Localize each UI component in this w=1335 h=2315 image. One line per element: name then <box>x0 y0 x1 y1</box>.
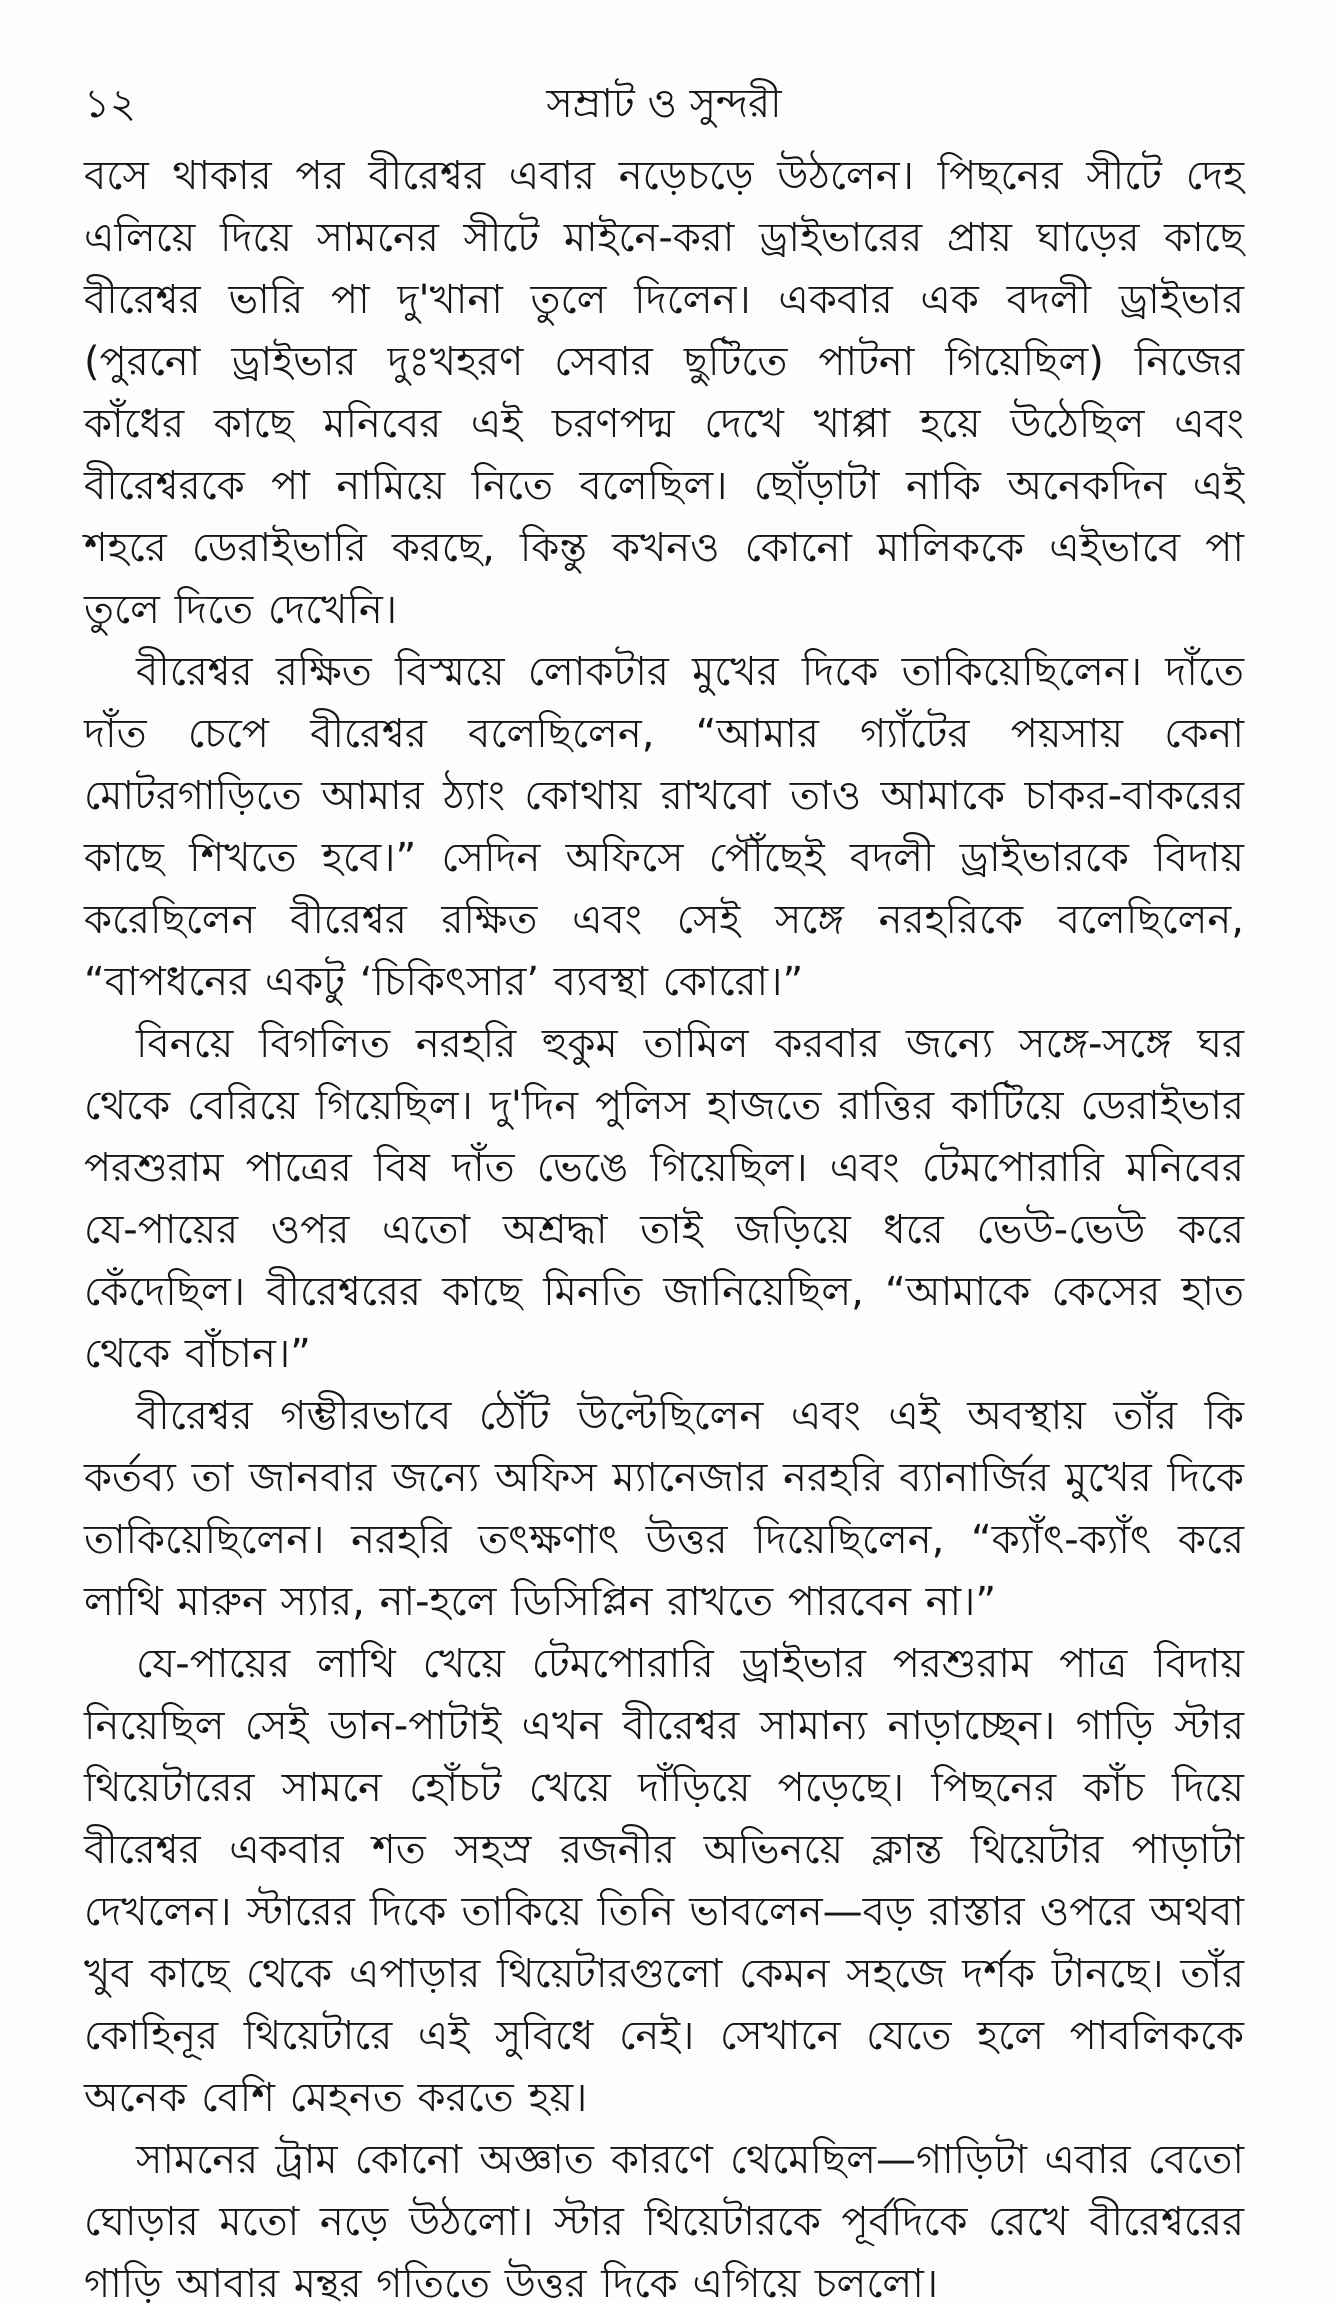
paragraph: বীরেশ্বর গম্ভীরভাবে ঠোঁট উল্টেছিলেন এবং এই অবস্থায় তাঁর কি কর্তব্য তা জানবার জন্যে অফিস ম্যানেজার নরহরি ব্যানার্জির মুখের দিকে তাকিয়েছিলেন। নরহরি তৎক্ষণাৎ উত্তর দিয়েছিলেন, “ক্যাঁৎ-ক্যাঁৎ করে লাথি মারুন স্যার, না-হলে ডিসিপ্লিন রাখতে পারবেন না।” <box>84 1393 1244 1625</box>
paragraph: বসে থাকার পর বীরেশ্বর এবার নড়েচড়ে উঠলেন। পিছনের সীটে দেহ এলিয়ে দিয়ে সামনের সীটে মাইনে-করা ড্রাইভারের প্রায় ঘাড়ের কাছে বীরেশ্বর ভারি পা দু'খানা তুলে দিলেন। একবার এক বদলী ড্রাইভার (পুরনো ড্রাইভার দুঃখহরণ সেবার ছুটিতে পাটনা গিয়েছিল) নিজের কাঁধের কাছে মনিবের এই চরণপদ্ম দেখে খাপ্পা হয়ে উঠেছিল এবং বীরেশ্বরকে পা নামিয়ে নিতে বলেছিল। ছোঁড়াটা নাকি অনেকদিন এই শহরে ডেরাইভারি করছে, কিন্তু কখনও কোনো মালিককে এইভাবে পা তুলে দিতে দেখেনি। <box>84 153 1244 633</box>
paragraph: বিনয়ে বিগলিত নরহরি হুকুম তামিল করবার জন্যে সঙ্গে-সঙ্গে ঘর থেকে বেরিয়ে গিয়েছিল। দু'দিন পুলিস হাজতে রাত্তির কাটিয়ে ডেরাইভার পরশুরাম পাত্রের বিষ দাঁত ভেঙে গিয়েছিল। এবং টেমপোরারি মনিবের যে-পায়ের ওপর এতো অশ্রদ্ধা তাই জড়িয়ে ধরে ভেউ-ভেউ করে কেঁদেছিল। বীরেশ্বরের কাছে মিনতি জানিয়েছিল, “আমাকে কেসের হাত থেকে বাঁচান।” <box>84 1021 1244 1377</box>
running-title: সম্রাট ও সুন্দরী <box>546 81 782 127</box>
page-header <box>84 74 1244 134</box>
paragraph: যে-পায়ের লাথি খেয়ে টেমপোরারি ড্রাইভার পরশুরাম পাত্র বিদায় নিয়েছিল সেই ডান-পাটাই এখন বীরেশ্বর সামান্য নাড়াচ্ছেন। গাড়ি স্টার থিয়েটারের সামনে হোঁচট খেয়ে দাঁড়িয়ে পড়েছে। পিছনের কাঁচ দিয়ে বীরেশ্বর একবার শত সহস্র রজনীর অভিনয়ে ক্লান্ত থিয়েটার পাড়াটা দেখলেন। স্টারের দিকে তাকিয়ে তিনি ভাবলেন—বড় রাস্তার ওপরে অথবা খুব কাছে থেকে এপাড়ার থিয়েটারগুলো কেমন সহজে দর্শক টানছে। তাঁর কোহিনূর থিয়েটারে এই সুবিধে নেই। সেখানে যেতে হলে পাবলিককে অনেক বেশি মেহনত করতে হয়। <box>84 1641 1244 2121</box>
paragraph: বীরেশ্বর রক্ষিত বিস্ময়ে লোকটার মুখের দিকে তাকিয়েছিলেন। দাঁতে দাঁত চেপে বীরেশ্বর বলেছিলেন, “আমার গ্যাঁটের পয়সায় কেনা মোটরগাড়িতে আমার ঠ্যাং কোথায় রাখবো তাও আমাকে চাকর-বাকরের কাছে শিখতে হবে।” সেদিন অফিসে পৌঁছেই বদলী ড্রাইভারকে বিদায় করেছিলেন বীরেশ্বর রক্ষিত এবং সেই সঙ্গে নরহরিকে বলেছিলেন, “বাপধনের একটু ‘চিকিৎসার’ ব্যবস্থা কোরো।” <box>84 649 1244 1005</box>
paragraph: সামনের ট্রাম কোনো অজ্ঞাত কারণে থেমেছিল—গাড়িটা এবার বেতো ঘোড়ার মতো নড়ে উঠলো। স্টার থিয়েটারকে পূর্বদিকে রেখে বীরেশ্বরের গাড়ি আবার মন্থর গতিতে উত্তর দিকে এগিয়ে চললো। <box>84 2137 1244 2307</box>
body-text <box>84 145 1244 2315</box>
page-number: ১২ <box>84 81 136 127</box>
